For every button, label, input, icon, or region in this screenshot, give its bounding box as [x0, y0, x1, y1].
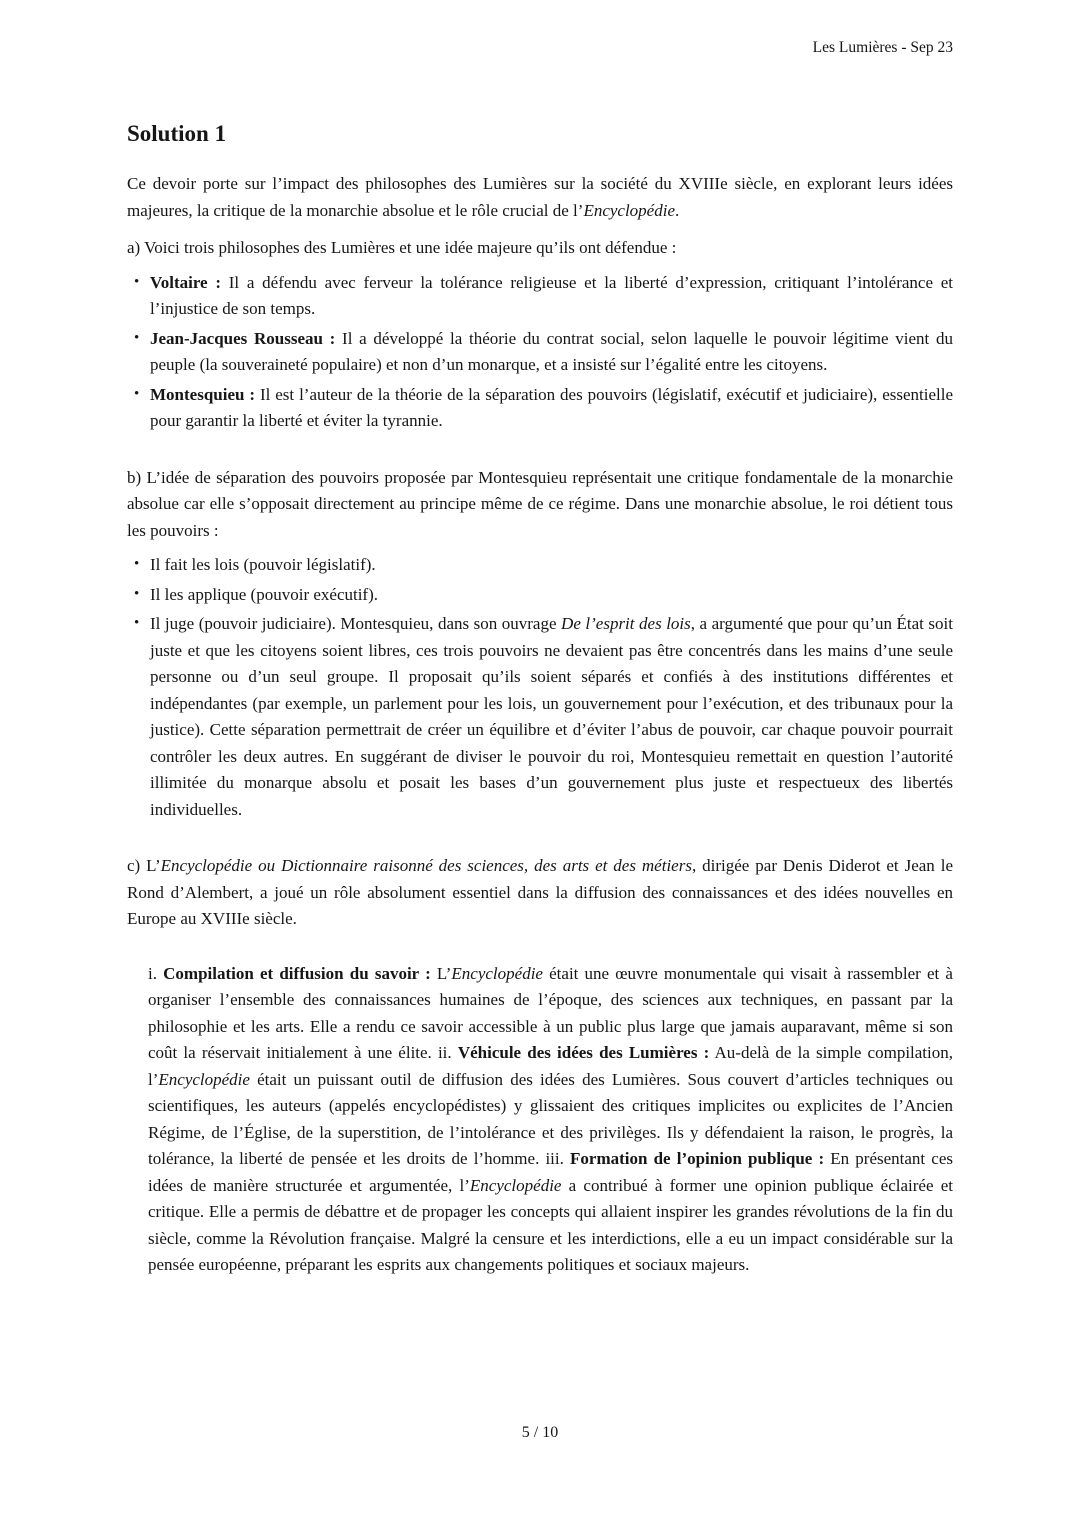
list-item-text: Il juge (pouvoir judiciaire). Montesquieu, dans son ouvrage De l’esprit des lois, a argumenté que pour qu’un État soit juste et que les citoyens soient libres, ces trois pouvoirs ne devaient pas être concentrés dans les mains d’une seule personne ou d’un seul groupe. Il proposait qu’ils soient séparés et confiés à des institutions différentes et indépendantes (par exemple, un parlement pour les lois, un gouvernement pour l’exécution, et des tribunaux pour la justice). Cette séparation permettrait de créer un équilibre et d’éviter l’abus de pouvoir, car chaque pouvoir pourrait contrôler les deux autres. En suggérant de diviser le pouvoir du roi, Montesquieu remettait en question l’autorité illimitée du monarque absolu et posait les bases d’un gouvernement plus juste et respectueux des libertés individuelles.: [150, 614, 953, 819]
list-item: [127, 270, 953, 323]
part-c-roman-block: i. Compilation et diffusion du savoir : L’Encyclopédie était une œuvre monumentale qui visait à rassembler et à organiser l’ensemble des connaissances humaines de l’époque, des sciences aux techniques, en passant par la philosophie et les arts. Elle a rendu ce savoir accessible à un public plus large que jamais auparavant, même si son coût la réservait initialement à une élite. ii. Véhicule des idées des Lumières : Au-delà de la simple compilation, l’Encyclopédie était un puissant outil de diffusion des idées des Lumières. Sous couvert d’articles techniques ou scientifiques, les auteurs (appelés encyclopédistes) y glissaient des critiques implicites ou explicites de l’Ancien Régime, de l’Église, de la superstition, de l’intolérance et des privilèges. Ils y défendaient la raison, le progrès, la tolérance, la liberté de pensée et les droits de l’homme. iii. Formation de l’opinion publique : En présentant ces idées de manière structurée et argumentée, l’Encyclopédie a contribué à former une opinion publique éclairée et critique. Elle a permis de débattre et de propager les concepts qui allaient inspirer les grandes révolutions de la fin du siècle, comme la Révolution française. Malgré la censure et les interdictions, elle a eu un impact considérable sur la pensée européenne, préparant les esprits aux changements politiques et sociaux majeurs.: [148, 963, 954, 1274]
intro-paragraph: Ce devoir porte sur l’impact des philosophes des Lumières sur la société du XVIIIe siècle, en explorant leurs idées majeures, la critique de la monarchie absolue et le rôle crucial de l’Encyclopédie.: [127, 174, 953, 220]
part-b-lead: b) L’idée de séparation des pouvoirs proposée par Montesquieu représentait une critique fondamentale de la monarchie absolue car elle s’opposait directement au principe même de ce régime. Dans une monarchie absolue, le roi détient tous les pouvoirs :: [127, 467, 953, 540]
bullet-marker: •: [134, 615, 140, 631]
list-item: [127, 382, 953, 435]
list-item-text: Jean-Jacques Rousseau : Il a développé la théorie du contrat social, selon laquelle le pouvoir légitime vient du peuple (la souveraineté populaire) et non d’un monarque, et a insisté sur l’égalité entre les citoyens.: [150, 328, 953, 374]
part-a-list: [127, 270, 953, 435]
list-item: [127, 552, 953, 579]
list-item-text: Voltaire : Il a défendu avec ferveur la tolérance religieuse et la liberté d’expression, critiquant l’intolérance et l’injustice de son temps.: [150, 272, 953, 318]
bullet-marker: •: [134, 329, 140, 346]
list-item-text: Montesquieu : Il est l’auteur de la théorie de la séparation des pouvoirs (législatif, exécutif et judiciaire), essentielle pour garantir la liberté et éviter la tyrannie.: [150, 384, 953, 430]
running-header: Les Lumières - Sep 23: [812, 39, 953, 56]
document-content: [127, 0, 953, 1279]
list-item: [127, 611, 953, 823]
part-b-list: [127, 552, 953, 823]
list-item: [127, 326, 953, 379]
list-item-text: Il les applique (pouvoir exécutif).: [150, 584, 379, 604]
bullet-marker: •: [134, 385, 140, 402]
page-number: 5 / 10: [521, 1424, 559, 1441]
part-c-lead: c) L’Encyclopédie ou Dictionnaire raisonné des sciences, des arts et des métiers, dirigée par Denis Diderot et Jean le Rond d’Alembert, a joué un rôle absolument essentiel dans la diffusion des connaissances et des idées nouvelles en Europe au XVIIIe siècle.: [127, 856, 953, 928]
bullet-marker: •: [134, 585, 140, 602]
solution-title: Solution 1: [127, 121, 227, 146]
list-item: [127, 582, 953, 609]
part-a-lead: a) Voici trois philosophes des Lumières et une idée majeure qu’ils ont défendue :: [127, 238, 677, 257]
bullet-marker: •: [134, 273, 140, 290]
bullet-marker: •: [134, 556, 140, 572]
list-item-text: Il fait les lois (pouvoir législatif).: [150, 555, 376, 574]
